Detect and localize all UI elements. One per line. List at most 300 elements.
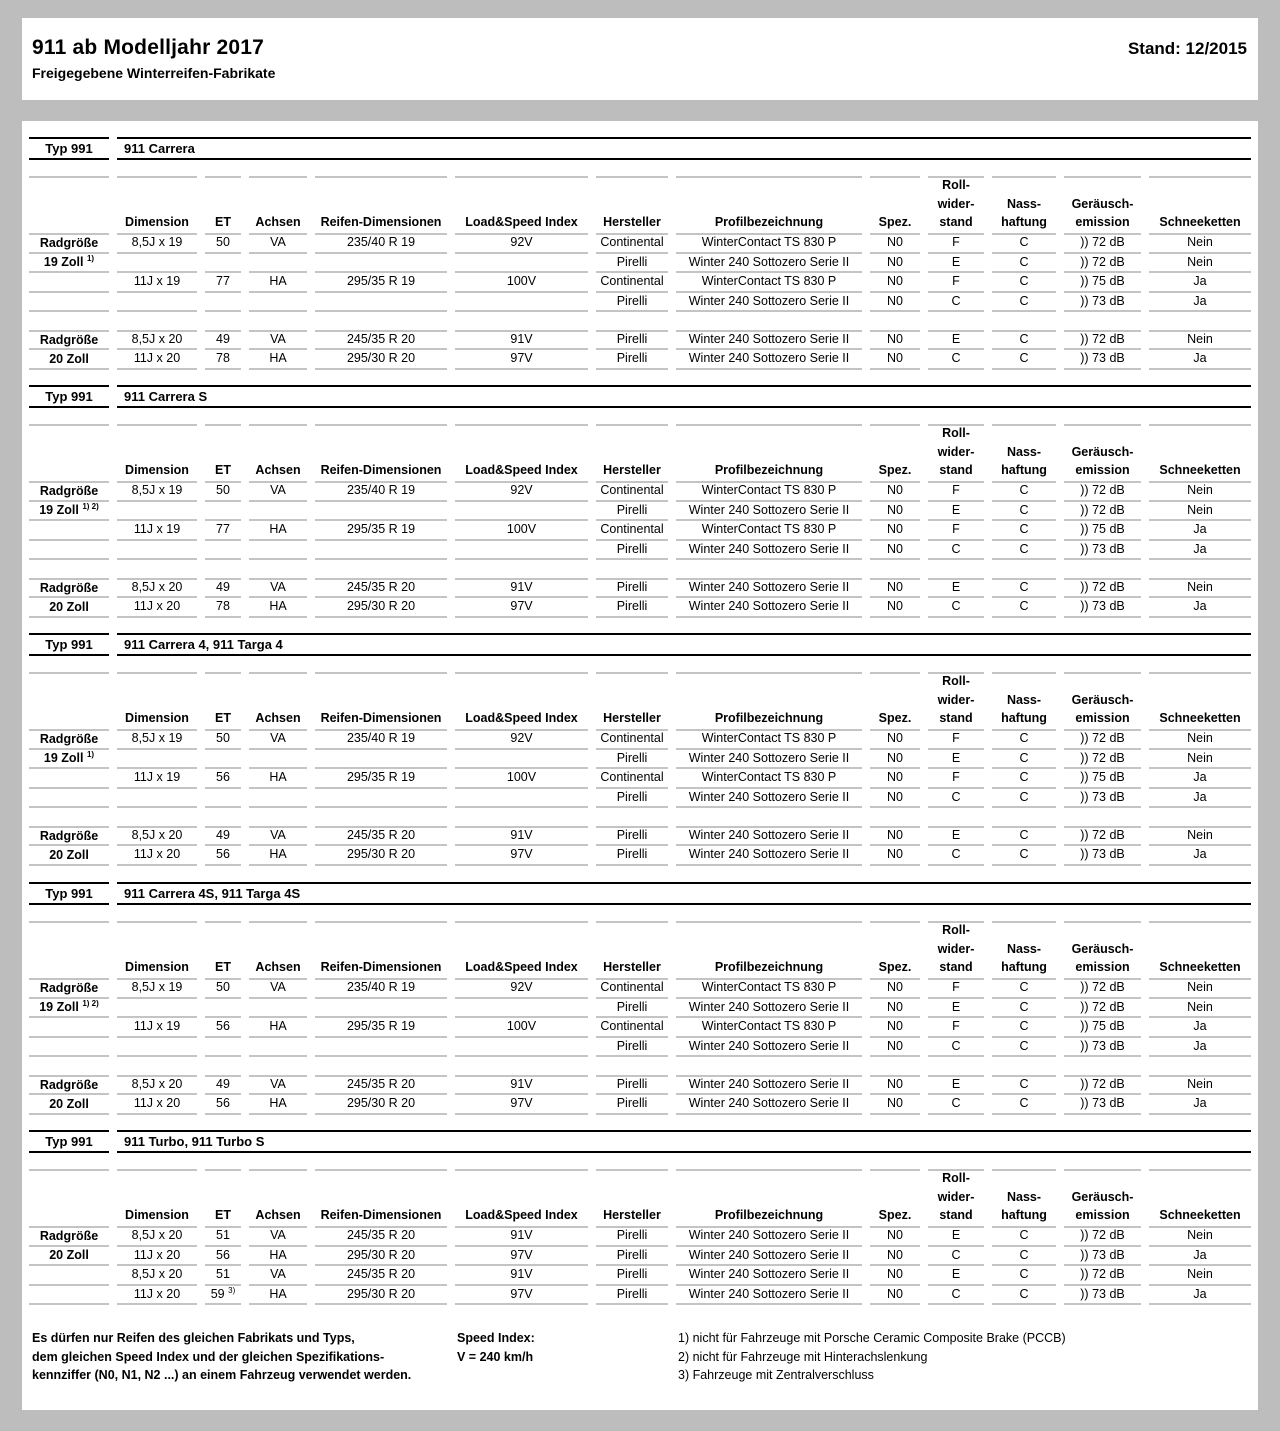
offset-et-text: 56 bbox=[216, 1096, 230, 1110]
rule-segment bbox=[928, 368, 984, 370]
rule-segment bbox=[992, 310, 1056, 312]
rule-segment bbox=[117, 310, 197, 312]
snow-chains bbox=[1149, 768, 1251, 787]
column-header-spez: Spez. bbox=[878, 463, 912, 477]
rolling-resistance bbox=[928, 1265, 984, 1284]
tire-size bbox=[315, 1265, 447, 1284]
tread-name-text: Winter 240 Sottozero Serie II bbox=[688, 502, 850, 517]
wheel-size-text: 19 Zoll bbox=[39, 1000, 79, 1014]
load-speed-index bbox=[455, 233, 588, 252]
snow-chains bbox=[1149, 1226, 1251, 1245]
rim-dimension bbox=[117, 1265, 197, 1284]
rule-segment bbox=[455, 921, 588, 923]
rule-segment bbox=[928, 1303, 984, 1305]
rule-segment bbox=[249, 1303, 307, 1305]
load-speed-index-text: 92V bbox=[510, 483, 533, 497]
tire-size-text: 295/30 R 20 bbox=[346, 599, 416, 613]
rule-segment bbox=[1149, 558, 1251, 560]
load-speed-index-text: 97V bbox=[510, 351, 533, 365]
noise-emission bbox=[1064, 729, 1141, 748]
header-top-rule bbox=[29, 1169, 1251, 1171]
rule-segment bbox=[1064, 1113, 1141, 1115]
wet-grip bbox=[992, 501, 1056, 520]
load-speed-index-text: 100V bbox=[506, 274, 537, 288]
rim-dimension bbox=[117, 597, 197, 616]
snow-chains bbox=[1149, 1017, 1251, 1036]
spec-code-text: N0 bbox=[887, 827, 903, 842]
wet-grip bbox=[992, 1265, 1056, 1284]
spec-code-text: N0 bbox=[887, 541, 903, 556]
tread-name bbox=[676, 501, 862, 520]
tread-name-text: WinterContact TS 830 P bbox=[701, 522, 837, 536]
manufacturer bbox=[596, 501, 668, 520]
rule-segment bbox=[205, 291, 241, 293]
column-header-dimension: Dimension bbox=[125, 711, 189, 725]
tire-size-text: 235/40 R 19 bbox=[346, 980, 416, 994]
rule-segment bbox=[1064, 806, 1141, 808]
column-header-spez: Spez. bbox=[878, 711, 912, 725]
axle-text: HA bbox=[269, 1286, 287, 1301]
noise-emission bbox=[1064, 330, 1141, 349]
spec-code-text: N0 bbox=[887, 847, 903, 861]
tread-name bbox=[676, 1226, 862, 1245]
wet-grip-text: C bbox=[1019, 1038, 1029, 1053]
column-header-roll: stand bbox=[939, 711, 973, 725]
noise-emission-text: )) 72 dB bbox=[1080, 827, 1125, 842]
rule-segment bbox=[249, 921, 307, 923]
axle bbox=[249, 845, 307, 864]
manufacturer bbox=[596, 233, 668, 252]
rule-segment bbox=[455, 672, 588, 674]
spec-code-text: N0 bbox=[887, 1247, 903, 1262]
load-speed-index-text: 100V bbox=[506, 522, 537, 536]
wet-grip-text: C bbox=[1019, 293, 1029, 308]
header-top-rule bbox=[29, 921, 1251, 923]
rule-segment bbox=[315, 500, 447, 502]
rolling-resistance-text: E bbox=[951, 331, 961, 346]
load-speed-index-text: 100V bbox=[506, 1019, 537, 1033]
axle-text: VA bbox=[270, 331, 286, 346]
snow-chains bbox=[1149, 481, 1251, 500]
rule-segment bbox=[928, 558, 984, 560]
rule-segment bbox=[249, 291, 307, 293]
tread-name-text: Winter 240 Sottozero Serie II bbox=[688, 1038, 850, 1053]
column-header-profil: Profilbezeichnung bbox=[714, 960, 824, 974]
footer-note bbox=[32, 1329, 411, 1385]
snow-chains-text: Ja bbox=[1193, 789, 1207, 804]
axle-text: HA bbox=[269, 1247, 287, 1262]
offset-et bbox=[205, 520, 241, 539]
rule-segment bbox=[596, 368, 668, 370]
wet-grip bbox=[992, 1094, 1056, 1113]
axle bbox=[249, 481, 307, 500]
tread-name-text: Winter 240 Sottozero Serie II bbox=[688, 789, 850, 804]
row-rule bbox=[29, 864, 1251, 866]
wet-grip bbox=[992, 729, 1056, 748]
column-header-achsen: Achsen bbox=[255, 960, 301, 974]
rule-segment bbox=[992, 1303, 1056, 1305]
rule-segment bbox=[29, 672, 109, 674]
offset-et bbox=[205, 272, 241, 291]
noise-emission bbox=[1064, 978, 1141, 997]
wet-grip-text: C bbox=[1019, 999, 1029, 1014]
rolling-resistance-text: C bbox=[951, 789, 961, 804]
snow-chains bbox=[1149, 845, 1251, 864]
offset-et bbox=[205, 597, 241, 616]
noise-emission bbox=[1064, 540, 1141, 559]
tread-name-text: Winter 240 Sottozero Serie II bbox=[688, 579, 850, 594]
rule-segment bbox=[992, 368, 1056, 370]
noise-emission bbox=[1064, 998, 1141, 1017]
rule-segment bbox=[117, 176, 197, 178]
tread-name bbox=[676, 1285, 862, 1304]
column-header-roll: Roll- bbox=[942, 923, 970, 937]
column-header-profil: Profilbezeichnung bbox=[714, 1208, 824, 1222]
tread-name bbox=[676, 749, 862, 768]
rule-segment bbox=[29, 1113, 109, 1115]
offset-et bbox=[205, 1094, 241, 1113]
spec-code bbox=[870, 292, 920, 311]
tread-name bbox=[676, 729, 862, 748]
load-speed-index bbox=[455, 1075, 588, 1094]
snow-chains bbox=[1149, 978, 1251, 997]
rule-segment bbox=[117, 291, 197, 293]
rule-segment bbox=[1064, 176, 1141, 178]
rule-segment bbox=[455, 787, 588, 789]
tire-size bbox=[315, 1226, 447, 1245]
load-speed-index bbox=[455, 978, 588, 997]
manufacturer bbox=[596, 978, 668, 997]
header-top-rule bbox=[29, 176, 1251, 178]
tread-name bbox=[676, 330, 862, 349]
column-header-hersteller: Hersteller bbox=[603, 711, 661, 725]
manufacturer-text: Continental bbox=[600, 731, 664, 745]
rule-segment bbox=[315, 1303, 447, 1305]
load-speed-index bbox=[455, 768, 588, 787]
rule-segment bbox=[676, 921, 862, 923]
column-header-spez: Spez. bbox=[878, 1208, 912, 1222]
tread-name bbox=[676, 481, 862, 500]
offset-et-text: 77 bbox=[216, 274, 230, 288]
load-speed-index bbox=[455, 520, 588, 539]
snow-chains-text: Ja bbox=[1193, 274, 1207, 288]
column-header-roll: Roll- bbox=[942, 178, 970, 192]
row-rule bbox=[29, 1113, 1251, 1115]
load-speed-index-text: 97V bbox=[510, 847, 533, 861]
column-header-reifen: Reifen-Dimensionen bbox=[320, 711, 442, 725]
rule-segment bbox=[1149, 1055, 1251, 1057]
offset-et bbox=[205, 1075, 241, 1094]
rule-segment bbox=[29, 596, 109, 598]
tread-name-text: Winter 240 Sottozero Serie II bbox=[688, 293, 850, 308]
noise-emission-text: )) 72 dB bbox=[1080, 1228, 1125, 1242]
spec-code bbox=[870, 998, 920, 1017]
rolling-resistance bbox=[928, 768, 984, 787]
rule-segment bbox=[315, 921, 447, 923]
rule-segment bbox=[249, 1036, 307, 1038]
tire-table-panel bbox=[22, 121, 1258, 1410]
rule-segment bbox=[1064, 368, 1141, 370]
tread-name-text: Winter 240 Sottozero Serie II bbox=[688, 999, 850, 1014]
rule-segment bbox=[205, 616, 241, 618]
axle-text: HA bbox=[269, 1019, 287, 1033]
rule-segment bbox=[205, 539, 241, 541]
spec-code bbox=[870, 788, 920, 807]
tire-size bbox=[315, 330, 447, 349]
rule-segment bbox=[315, 539, 447, 541]
rule-segment bbox=[29, 348, 109, 350]
rolling-resistance bbox=[928, 578, 984, 597]
spec-code bbox=[870, 253, 920, 272]
load-speed-index bbox=[455, 597, 588, 616]
rule-segment bbox=[117, 1055, 197, 1057]
tire-size bbox=[315, 978, 447, 997]
wet-grip bbox=[992, 272, 1056, 291]
rule-segment bbox=[596, 616, 668, 618]
footer-note-line: kennziffer (N0, N1, N2 ...) an einem Fahrzeug verwendet werden. bbox=[32, 1368, 412, 1382]
rule-segment bbox=[676, 310, 862, 312]
spec-code bbox=[870, 1094, 920, 1113]
rule-segment bbox=[992, 1113, 1056, 1115]
manufacturer bbox=[596, 998, 668, 1017]
rule-segment bbox=[29, 806, 109, 808]
rule-segment bbox=[1149, 616, 1251, 618]
wet-grip bbox=[992, 540, 1056, 559]
rule-segment bbox=[249, 252, 307, 254]
snow-chains-text: Nein bbox=[1187, 731, 1213, 745]
manufacturer bbox=[596, 1265, 668, 1284]
tread-name-text: Winter 240 Sottozero Serie II bbox=[688, 1228, 850, 1242]
rule-segment bbox=[870, 616, 920, 618]
wet-grip bbox=[992, 1246, 1056, 1265]
rim-dimension-text: 8,5J x 19 bbox=[131, 235, 183, 249]
rule-segment bbox=[205, 672, 241, 674]
rolling-resistance bbox=[928, 481, 984, 500]
tread-name-text: Winter 240 Sottozero Serie II bbox=[688, 847, 850, 861]
rule-segment bbox=[1149, 176, 1251, 178]
rule-segment bbox=[1064, 1303, 1141, 1305]
rule-segment bbox=[315, 616, 447, 618]
tread-name bbox=[676, 1265, 862, 1284]
column-header-roll: stand bbox=[939, 215, 973, 229]
rule-segment bbox=[870, 921, 920, 923]
manufacturer-text: Pirelli bbox=[616, 1228, 648, 1242]
spec-code bbox=[870, 520, 920, 539]
spec-code bbox=[870, 845, 920, 864]
rolling-resistance-text: C bbox=[951, 293, 961, 308]
snow-chains bbox=[1149, 540, 1251, 559]
spec-code bbox=[870, 729, 920, 748]
section-model-label: 911 Carrera S bbox=[117, 385, 1251, 408]
rule-segment bbox=[1149, 1113, 1251, 1115]
rolling-resistance bbox=[928, 1226, 984, 1245]
noise-emission bbox=[1064, 845, 1141, 864]
axle bbox=[249, 1246, 307, 1265]
noise-emission-text: )) 75 dB bbox=[1080, 274, 1125, 288]
rim-dimension-text: 8,5J x 20 bbox=[131, 579, 183, 594]
noise-emission-text: )) 73 dB bbox=[1080, 351, 1125, 365]
tire-size-text: 245/35 R 20 bbox=[346, 827, 416, 842]
row-rule bbox=[29, 558, 1251, 560]
rim-dimension-text: 11J x 19 bbox=[133, 1019, 181, 1033]
wheel-size-label: Radgröße bbox=[39, 1077, 99, 1092]
wet-grip-text: C bbox=[1019, 502, 1029, 517]
rule-segment bbox=[117, 252, 197, 254]
axle-text: VA bbox=[270, 483, 286, 497]
wet-grip bbox=[992, 749, 1056, 768]
rolling-resistance-text: C bbox=[951, 1247, 961, 1262]
column-header-ger: Geräusch- bbox=[1071, 692, 1134, 707]
rim-dimension bbox=[117, 1094, 197, 1113]
manufacturer bbox=[596, 1017, 668, 1036]
rule-segment bbox=[1064, 921, 1141, 923]
wet-grip-text: C bbox=[1019, 1019, 1029, 1033]
spec-code-text: N0 bbox=[887, 599, 903, 613]
column-header-spez: Spez. bbox=[878, 960, 912, 974]
rule-segment bbox=[1149, 921, 1251, 923]
rule-segment bbox=[29, 767, 109, 769]
tire-size bbox=[315, 578, 447, 597]
axle-text: VA bbox=[270, 1228, 286, 1242]
manufacturer bbox=[596, 349, 668, 368]
axle-text: HA bbox=[269, 599, 287, 613]
offset-et-text: 51 bbox=[216, 1267, 230, 1281]
noise-emission bbox=[1064, 481, 1141, 500]
tread-name bbox=[676, 788, 862, 807]
wet-grip bbox=[992, 845, 1056, 864]
tire-size-text: 235/40 R 19 bbox=[346, 731, 416, 745]
header-top-rule bbox=[29, 424, 1251, 426]
snow-chains bbox=[1149, 1075, 1251, 1094]
rolling-resistance-text: C bbox=[951, 599, 961, 613]
row-rule bbox=[29, 616, 1251, 618]
rule-segment bbox=[676, 1113, 862, 1115]
wet-grip-text: C bbox=[1019, 579, 1029, 594]
column-header-ger: emission bbox=[1075, 960, 1130, 974]
column-header-hersteller: Hersteller bbox=[603, 1208, 661, 1222]
rule-segment bbox=[29, 271, 109, 273]
column-header-nass: haftung bbox=[1001, 960, 1047, 974]
rule-segment bbox=[315, 424, 447, 426]
rule-segment bbox=[249, 997, 307, 999]
snow-chains-text: Ja bbox=[1193, 1038, 1207, 1053]
snow-chains-text: Nein bbox=[1187, 827, 1213, 842]
tread-name-text: Winter 240 Sottozero Serie II bbox=[688, 1267, 850, 1281]
noise-emission bbox=[1064, 520, 1141, 539]
rule-segment bbox=[29, 1169, 109, 1171]
tire-size-text: 295/30 R 20 bbox=[346, 351, 416, 365]
rule-segment bbox=[205, 864, 241, 866]
rolling-resistance bbox=[928, 788, 984, 807]
noise-emission-text: )) 73 dB bbox=[1080, 789, 1125, 804]
noise-emission-text: )) 75 dB bbox=[1080, 770, 1125, 784]
rule-segment bbox=[249, 672, 307, 674]
axle bbox=[249, 1226, 307, 1245]
rule-segment bbox=[1149, 672, 1251, 674]
tread-name-text: Winter 240 Sottozero Serie II bbox=[688, 599, 850, 613]
rule-segment bbox=[29, 921, 109, 923]
rule-segment bbox=[117, 787, 197, 789]
manufacturer bbox=[596, 1246, 668, 1265]
wheel-size-value bbox=[29, 253, 109, 272]
rolling-resistance-text: F bbox=[952, 1019, 960, 1033]
rolling-resistance-text: E bbox=[951, 254, 961, 269]
section-type-label: Typ 991 bbox=[29, 882, 109, 905]
noise-emission-text: )) 73 dB bbox=[1080, 293, 1125, 308]
rule-segment bbox=[1064, 558, 1141, 560]
rule-segment bbox=[928, 806, 984, 808]
rule-segment bbox=[205, 1169, 241, 1171]
column-header-roll: Roll- bbox=[942, 674, 970, 688]
rule-segment bbox=[315, 787, 447, 789]
footnote-1: 1) nicht für Fahrzeuge mit Porsche Ceramic Composite Brake (PCCB) bbox=[678, 1331, 1066, 1345]
column-header-roll: stand bbox=[939, 960, 973, 974]
rule-segment bbox=[249, 616, 307, 618]
load-speed-index bbox=[455, 481, 588, 500]
rule-segment bbox=[117, 500, 197, 502]
rule-segment bbox=[1064, 672, 1141, 674]
noise-emission bbox=[1064, 788, 1141, 807]
column-header-hersteller: Hersteller bbox=[603, 463, 661, 477]
rim-dimension bbox=[117, 349, 197, 368]
rule-segment bbox=[249, 500, 307, 502]
rule-segment bbox=[676, 558, 862, 560]
rolling-resistance-text: E bbox=[951, 999, 961, 1014]
wet-grip bbox=[992, 578, 1056, 597]
snow-chains bbox=[1149, 788, 1251, 807]
load-speed-index bbox=[455, 578, 588, 597]
snow-chains-text: Nein bbox=[1187, 254, 1213, 269]
manufacturer bbox=[596, 520, 668, 539]
rim-dimension bbox=[117, 272, 197, 291]
rule-segment bbox=[315, 748, 447, 750]
offset-et bbox=[205, 1265, 241, 1284]
rolling-resistance bbox=[928, 597, 984, 616]
rule-segment bbox=[676, 806, 862, 808]
snow-chains-text: Nein bbox=[1187, 1267, 1213, 1281]
row-rule bbox=[29, 1055, 1251, 1057]
wet-grip bbox=[992, 292, 1056, 311]
spec-code bbox=[870, 1075, 920, 1094]
tread-name bbox=[676, 826, 862, 845]
manufacturer bbox=[596, 1037, 668, 1056]
wet-grip-text: C bbox=[1019, 1247, 1029, 1262]
rule-segment bbox=[596, 310, 668, 312]
rim-dimension bbox=[117, 233, 197, 252]
rule-segment bbox=[205, 500, 241, 502]
wet-grip-text: C bbox=[1019, 827, 1029, 842]
rule-segment bbox=[117, 1169, 197, 1171]
noise-emission bbox=[1064, 1075, 1141, 1094]
noise-emission-text: )) 72 dB bbox=[1080, 750, 1125, 765]
snow-chains-text: Ja bbox=[1193, 599, 1207, 613]
axle bbox=[249, 349, 307, 368]
axle bbox=[249, 768, 307, 787]
noise-emission-text: )) 73 dB bbox=[1080, 1286, 1125, 1301]
manufacturer-text: Continental bbox=[600, 522, 664, 536]
rim-dimension bbox=[117, 1285, 197, 1304]
snow-chains-text: Ja bbox=[1193, 1096, 1207, 1110]
rule-segment bbox=[596, 921, 668, 923]
rule-segment bbox=[315, 310, 447, 312]
spec-code-text: N0 bbox=[887, 1038, 903, 1053]
wheel-size-label: Radgröße bbox=[39, 484, 99, 498]
manufacturer bbox=[596, 729, 668, 748]
load-speed-index-text: 91V bbox=[510, 1267, 533, 1281]
wet-grip-text: C bbox=[1019, 1076, 1029, 1091]
axle-text: HA bbox=[269, 847, 287, 861]
tread-name bbox=[676, 540, 862, 559]
